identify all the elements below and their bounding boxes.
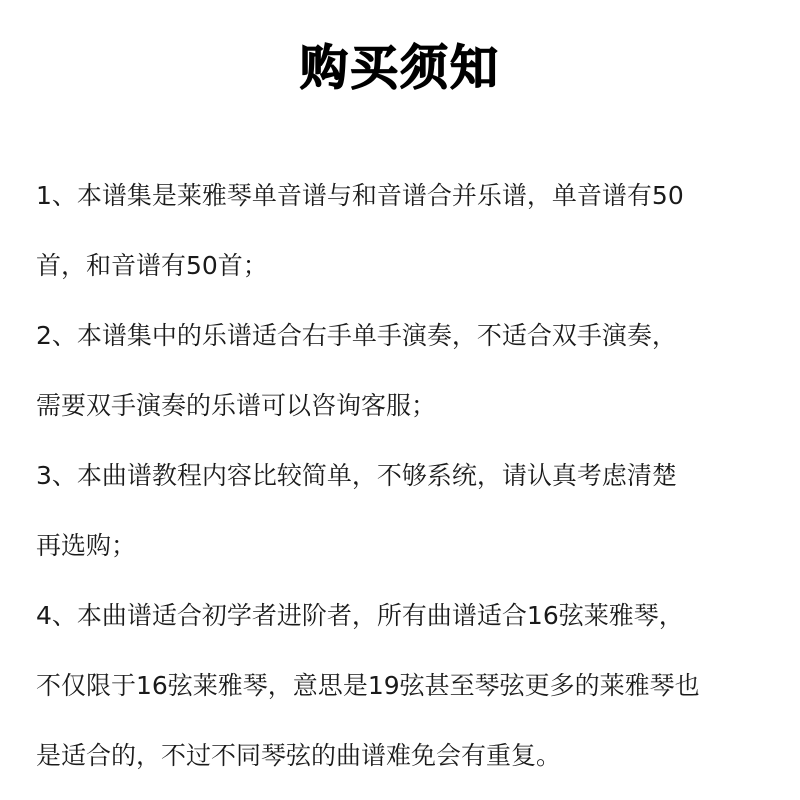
note-line: 是适合的，不过不同琴弦的曲谱难免会有重复。 (36, 741, 562, 770)
purchase-notes (36, 166, 776, 796)
note-line: 首，和音谱有50首； (36, 251, 268, 280)
note-line: 不仅限于16弦莱雅琴，意思是19弦甚至琴弦更多的莱雅琴也 (36, 671, 700, 700)
note-line: 4、本曲谱适合初学者进阶者，所有曲谱适合16弦莱雅琴， (36, 601, 684, 630)
note-line: 3、本曲谱教程内容比较简单，不够系统，请认真考虑清楚 (36, 461, 677, 490)
note-line: 需要双手演奏的乐谱可以咨询客服； (36, 391, 437, 420)
note-line: 2、本谱集中的乐谱适合右手单手演奏，不适合双手演奏， (36, 321, 677, 350)
note-line: 1、本谱集是莱雅琴单音谱与和音谱合并乐谱，单音谱有50 (36, 181, 684, 210)
note-line: 再选购； (36, 531, 137, 560)
page-title: 购买须知 (299, 40, 500, 96)
